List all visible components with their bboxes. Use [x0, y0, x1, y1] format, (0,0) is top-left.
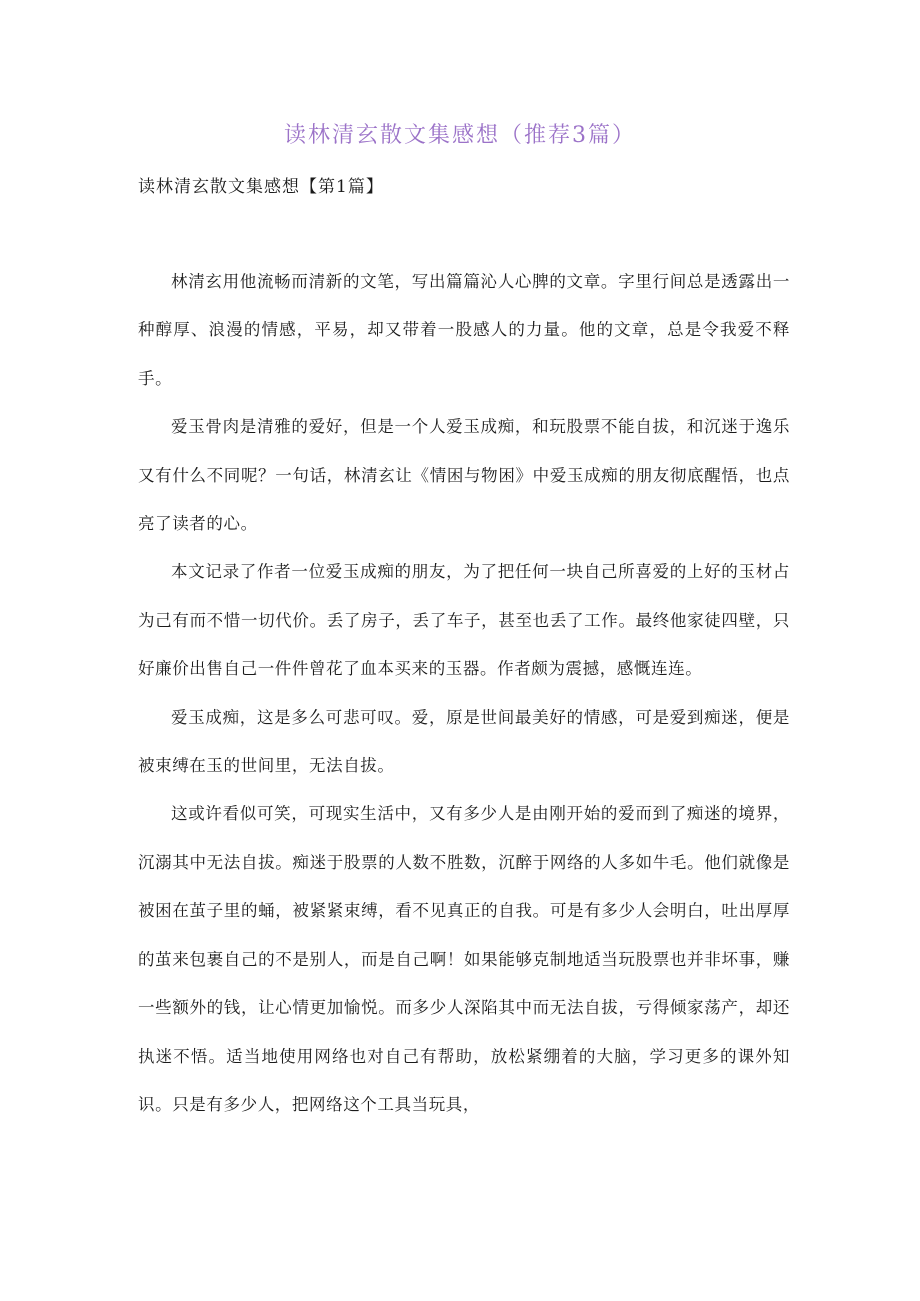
paragraph-3: 本文记录了作者一位爱玉成痴的朋友，为了把任何一块自己所喜爱的上好的玉材占为己有而不惜一切代价。丢了房子，丢了车子，甚至也丢了工作。最终他家徒四壁，只好廉价出售自己一件件曾花了血本买来的玉器。作者颇为震撼，感慨连连。	[138, 562, 790, 679]
paragraph-5: 这或许看似可笑，可现实生活中，又有多少人是由刚开始的爱而到了痴迷的境界，沉溺其中无法自拔。痴迷于股票的人数不胜数，沉醉于网络的人多如牛毛。他们就像是被困在茧子里的蛹，被紧紧束缚，看不见真正的自我。可是有多少人会明白，吐出厚厚的茧来包裹自己的不是别人，而是自己啊！如果能够克制地适当玩股票也并非坏事，赚一些额外的钱，让心情更加愉悦。而多少人深陷其中而无法自拔，亏得倾家荡产，却还执迷不悟。适当地使用网络也对自己有帮助，放松紧绷着的大脑，学习更多的课外知识。只是有多少人，把网络这个工具当玩具，	[138, 804, 790, 1114]
paragraph-1: 林清玄用他流畅而清新的文笔，写出篇篇沁人心脾的文章。字里行间总是透露出一种醇厚、浪漫的情感，平易，却又带着一股感人的力量。他的文章，总是令我爱不释手。	[138, 272, 790, 388]
document-title: 读林清玄散文集感想（推荐3篇）	[284, 123, 636, 148]
paragraph-2: 爱玉骨肉是清雅的爱好，但是一个人爱玉成痴，和玩股票不能自拔，和沉迷于逸乐又有什么不同呢？一句话，林清玄让《情困与物困》中爱玉成痴的朋友彻底醒悟，也点亮了读者的心。	[138, 417, 790, 534]
article-body	[138, 258, 790, 1129]
section-heading: 读林清玄散文集感想【第1篇】	[138, 177, 384, 197]
paragraph-4: 爱玉成痴，这是多么可悲可叹。爱，原是世间最美好的情感，可是爱到痴迷，便是被束缚在玉的世间里，无法自拔。	[138, 707, 790, 776]
